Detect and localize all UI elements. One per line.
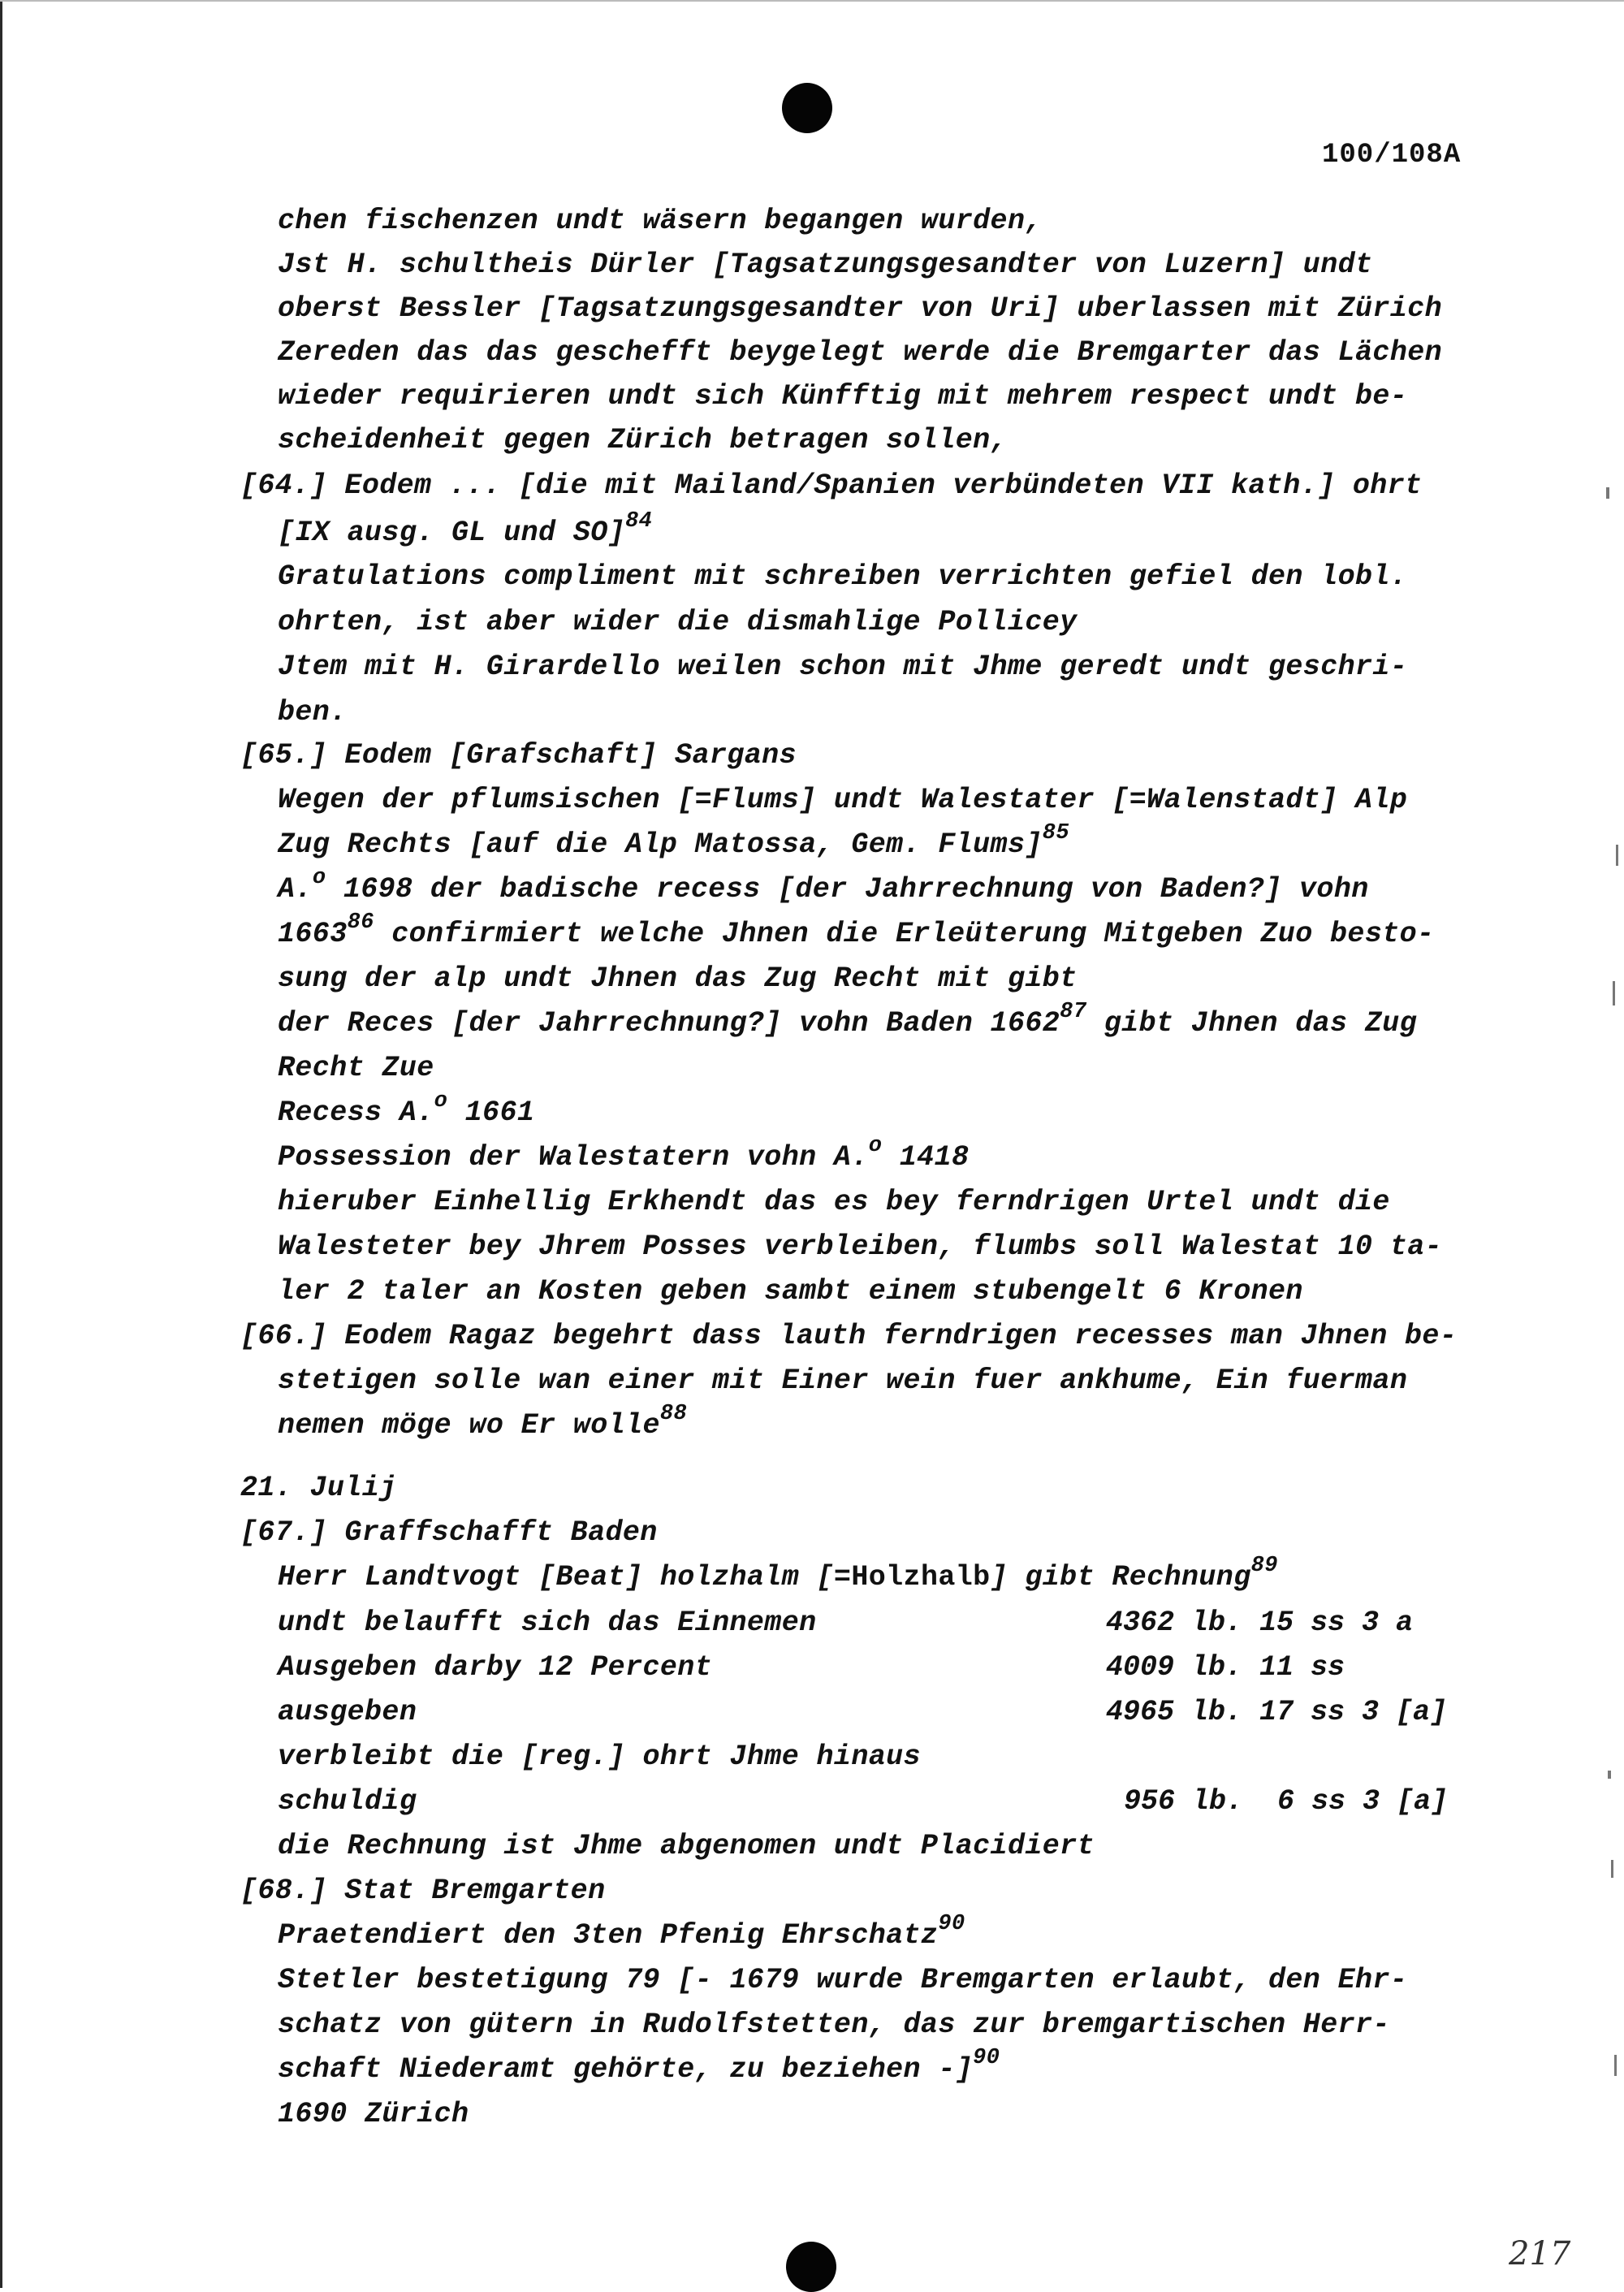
text-line: Possession der Walestatern vohn A.$^o$ 1418 [278, 1134, 970, 1174]
page-top-edge [0, 0, 1624, 2]
degree-mark: o [434, 1089, 448, 1114]
text-line: [IX ausg. GL und SO]$^{84}$ [278, 509, 653, 549]
entry-heading-65: [65.] Eodem [Grafschaft] Sargans [240, 739, 797, 772]
account-line-label: schuldig [278, 1785, 417, 1818]
text-line: Stetler bestetigung 79 [- 1679 wurde Bremgarten erlaubt, den Ehr- [278, 1964, 1408, 1996]
footnote-ref: 86 [347, 910, 374, 936]
text-line: A.$^o$ 1698 der badische recess [der Jahrrechnung von Baden?] vohn [278, 866, 1369, 906]
footnote-ref: 87 [1060, 1000, 1087, 1025]
text-line: 1663$^{86}$ confirmiert welche Jhnen die Erleüterung Mitgeben Zuo besto- [278, 910, 1435, 950]
text-line: schatz von gütern in Rudolfstetten, das zur bremgartischen Herr- [278, 2009, 1390, 2041]
scan-speck [1606, 487, 1609, 499]
punch-hole-bottom [786, 2242, 836, 2292]
page-number: 100/108A [1322, 140, 1462, 171]
text-line: schaft Niederamt gehörte, zu beziehen -]$^{90}$ [278, 2046, 1000, 2086]
text-line: 1690 Zürich [278, 2098, 469, 2130]
account-line-label: ausgeben [278, 1696, 417, 1728]
text-line: verbleibt die [reg.] ohrt Jhme hinaus [278, 1741, 921, 1773]
scan-speck [1613, 981, 1615, 1005]
text-line: Praetendiert den 3ten Pfenig Ehrschatz$^{90}$ [278, 1912, 965, 1952]
text-line: sung der alp undt Jhnen das Zug Recht mit gibt [278, 962, 1078, 995]
account-amount: 4009 lb. 11 ss [1106, 1651, 1345, 1684]
text-line: ohrten, ist aber wider die dismahlige Pollicey [278, 606, 1078, 638]
account-amount: 4362 lb. 15 ss 3 a [1106, 1607, 1414, 1639]
footnote-ref: 90 [938, 1912, 965, 1937]
account-amount: 956 lb. 6 ss 3 [a] [1124, 1785, 1449, 1818]
text-line: Walesteter bey Jhrem Posses verbleiben, flumbs soll Walestat 10 ta- [278, 1230, 1443, 1263]
text-line: Wegen der pflumsischen [=Flums] undt Walestater [=Walenstadt] Alp [278, 784, 1408, 816]
text-line: scheidenheit gegen Zürich betragen sollen, [278, 424, 1008, 456]
entry-heading-64: [64.] Eodem ... [die mit Mailand/Spanien verbündeten VII kath.] ohrt [240, 469, 1423, 502]
scan-speck [1608, 1771, 1611, 1779]
handwritten-page-number: 217 [1509, 2235, 1571, 2273]
footnote-ref: 90 [973, 2046, 1000, 2071]
text-line: Herr Landtvogt [Beat] holzhalm [=Holzhalb] gibt Rechnung$^{89}$ [278, 1554, 1278, 1594]
text-line: oberst Bessler [Tagsatzungsgesandter von Uri] uberlassen mit Zürich [278, 292, 1443, 325]
punch-hole-top [782, 83, 832, 133]
degree-mark: o [312, 866, 326, 891]
text-line: hieruber Einhellig Erkhendt das es bey ferndrigen Urtel undt die [278, 1186, 1390, 1218]
footnote-ref: 89 [1250, 1554, 1278, 1579]
text-line: Jst H. schultheis Dürler [Tagsatzungsgesandter von Luzern] undt [278, 249, 1373, 281]
footnote-ref: 84 [625, 509, 653, 534]
text-line: Recht Zue [278, 1052, 434, 1084]
scan-speck [1614, 2055, 1617, 2076]
account-line-label: Ausgeben darby 12 Percent [278, 1651, 713, 1684]
scan-speck [1616, 845, 1618, 866]
entry-heading-68: [68.] Stat Bremgarten [240, 1875, 606, 1907]
emphasized-name: Holzhalb [851, 1561, 991, 1594]
text-line: der Reces [der Jahrrechnung?] vohn Baden 1662$^{87}$ gibt Jhnen das Zug [278, 1000, 1418, 1040]
text-line: wieder requirieren undt sich Künfftig mit mehrem respect undt be- [278, 380, 1408, 413]
text-line: Jtem mit H. Girardello weilen schon mit Jhme geredt undt geschri- [278, 651, 1408, 683]
page-left-edge [0, 0, 2, 2288]
scan-speck [1611, 1860, 1613, 1878]
entry-heading-67: [67.] Graffschafft Baden [240, 1516, 658, 1549]
date-heading: 21. Julij [240, 1472, 397, 1504]
footnote-ref: 85 [1042, 821, 1069, 846]
text-line: Recess A.$^o$ 1661 [278, 1089, 535, 1129]
account-line-label: undt belaufft sich das Einnemen [278, 1607, 817, 1639]
text-line: Gratulations compliment mit schreiben verrichten gefiel den lobl. [278, 560, 1408, 593]
degree-mark: o [868, 1134, 883, 1159]
footnote-ref: 88 [659, 1402, 688, 1427]
text-line: stetigen solle wan einer mit Einer wein fuer ankhume, Ein fuerman [278, 1364, 1408, 1397]
text-line: nemen möge wo Er wolle$^{88}$ [278, 1402, 688, 1442]
text-line: Zereden das das geschefft beygelegt werde die Bremgarter das Lächen [278, 336, 1443, 369]
text-line: ben. [278, 696, 348, 729]
text-line: ler 2 taler an Kosten geben sambt einem stubengelt 6 Kronen [278, 1275, 1303, 1308]
account-amount: 4965 lb. 17 ss 3 [a] [1106, 1696, 1448, 1728]
text-line: die Rechnung ist Jhme abgenomen undt Placidiert [278, 1830, 1095, 1862]
entry-heading-66: [66.] Eodem Ragaz begehrt dass lauth ferndrigen recesses man Jhnen be- [240, 1320, 1458, 1352]
text-line: Zug Rechts [auf die Alp Matossa, Gem. Flums]$^{85}$ [278, 821, 1069, 861]
text-line: chen fischenzen undt wäsern begangen wurden, [278, 205, 1043, 237]
